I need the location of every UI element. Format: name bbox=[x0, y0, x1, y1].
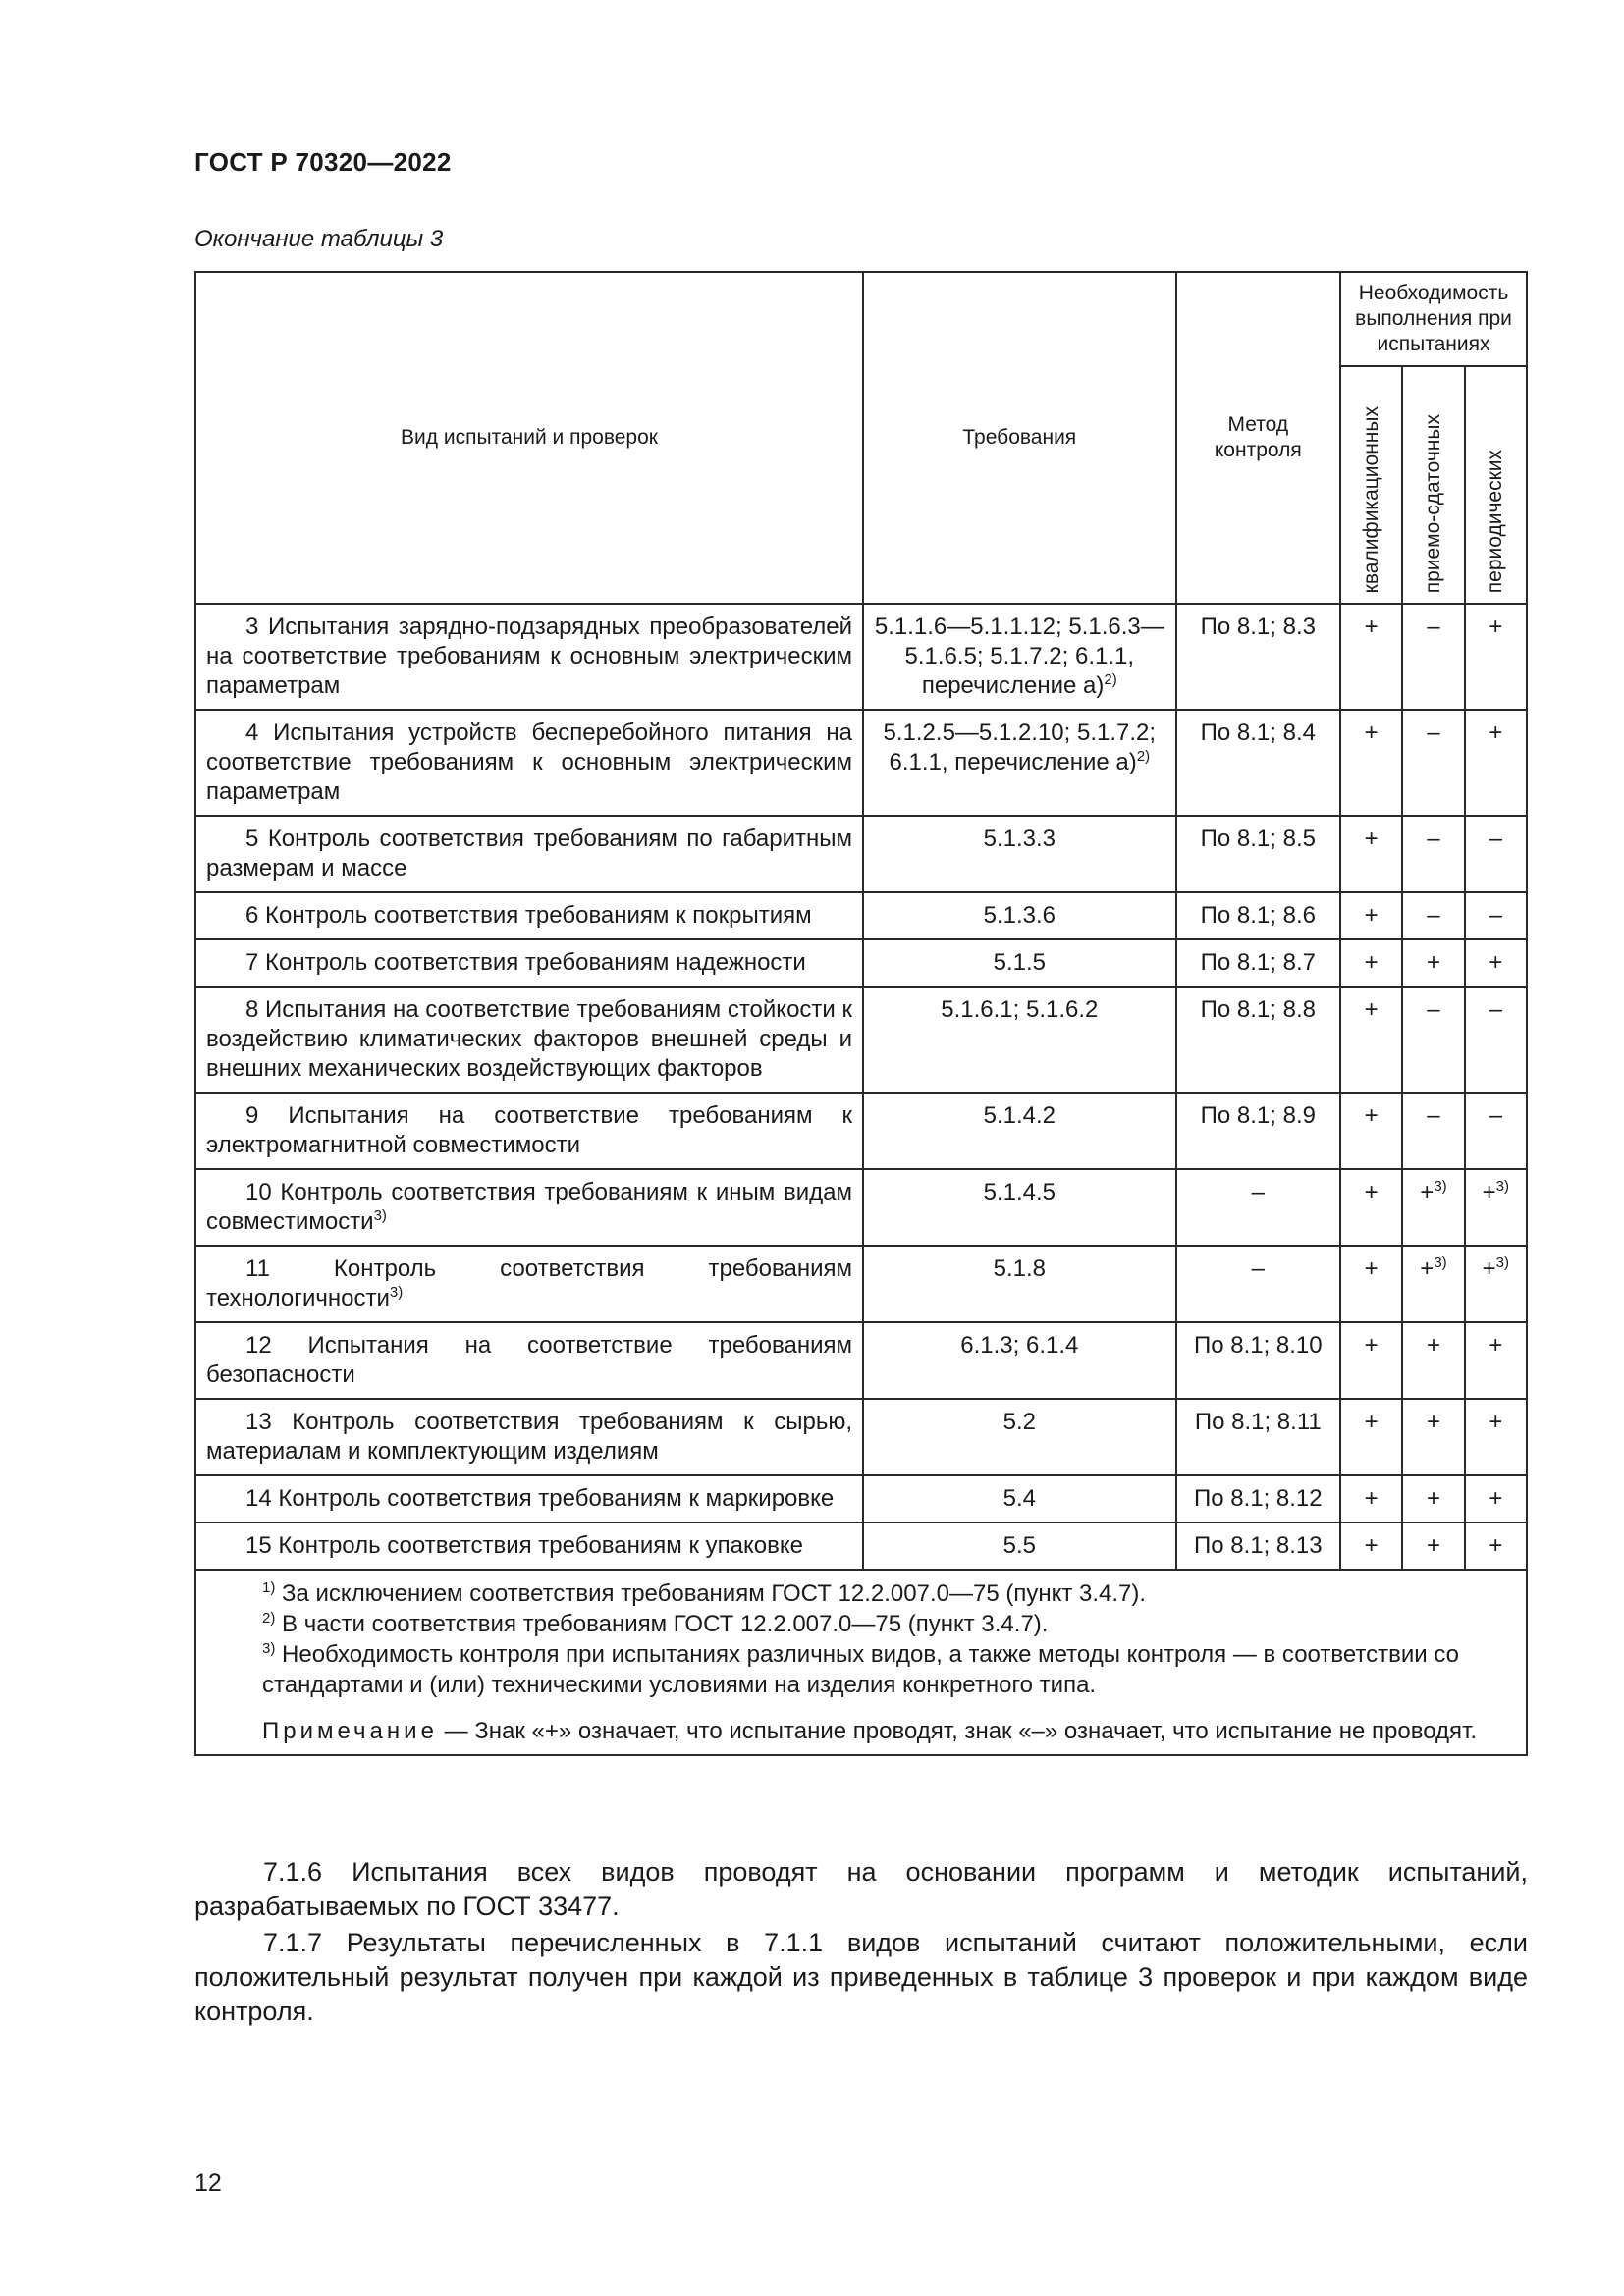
row-acceptance-mark bbox=[1402, 1475, 1464, 1522]
row-acceptance-mark bbox=[1402, 1169, 1464, 1246]
row-method bbox=[1176, 710, 1340, 816]
cell-text: 4 Испытания устройств бесперебойного питания на соответствие требованиям к основным электрическим параметрам bbox=[206, 720, 853, 805]
cell-text: По 8.1; 8.11 bbox=[1194, 1409, 1322, 1435]
table-body bbox=[195, 604, 1527, 1570]
row-method bbox=[1176, 604, 1340, 710]
row-requirements bbox=[863, 710, 1176, 816]
cell-text: + bbox=[1364, 949, 1379, 976]
row-qualification-mark bbox=[1340, 1093, 1402, 1169]
table-row bbox=[195, 604, 1527, 710]
row-test-name bbox=[195, 939, 863, 987]
row-test-name bbox=[195, 1093, 863, 1169]
cell-text: + bbox=[1489, 949, 1503, 976]
row-periodic-mark bbox=[1465, 939, 1527, 987]
footnote-ref: 3) bbox=[1434, 1178, 1447, 1195]
cell-text: По 8.1; 8.6 bbox=[1200, 902, 1316, 929]
row-method bbox=[1176, 1169, 1340, 1246]
row-qualification-mark bbox=[1340, 1246, 1402, 1322]
row-method bbox=[1176, 939, 1340, 987]
cell-text: 6.1.3; 6.1.4 bbox=[960, 1332, 1079, 1359]
note-text: — Знак «+» означает, что испытание проводят, знак «–» означает, что испытание не проводят. bbox=[444, 1718, 1478, 1744]
cell-text: 3 Испытания зарядно-подзарядных преобразователей на соответствие требованиям к основным электрическим параметрам bbox=[206, 614, 853, 699]
header-test-type: Вид испытаний и проверок bbox=[195, 272, 863, 604]
cell-text: + bbox=[1489, 1532, 1503, 1559]
cell-text: – bbox=[1489, 902, 1502, 929]
row-acceptance-mark bbox=[1402, 1522, 1464, 1570]
row-qualification-mark bbox=[1340, 939, 1402, 987]
table-row bbox=[195, 1169, 1527, 1246]
test-requirements-table bbox=[194, 271, 1528, 1756]
cell-text: – bbox=[1427, 1102, 1440, 1129]
footnote bbox=[262, 1639, 1516, 1700]
cell-text: По 8.1; 8.9 bbox=[1200, 1102, 1316, 1129]
cell-text: 14 Контроль соответствия требованиям к маркировке bbox=[245, 1485, 835, 1512]
cell-text: 5.5 bbox=[1002, 1532, 1036, 1559]
cell-text: По 8.1; 8.3 bbox=[1200, 614, 1316, 640]
footnote-text: За исключением соответствия требованиям ГОСТ 12.2.007.0—75 (пункт 3.4.7). bbox=[275, 1580, 1147, 1607]
table-row bbox=[195, 1246, 1527, 1322]
row-periodic-mark bbox=[1465, 1475, 1527, 1522]
cell-text: – bbox=[1251, 1255, 1265, 1282]
header-qualification: квалификационных bbox=[1359, 405, 1382, 593]
row-test-name bbox=[195, 892, 863, 939]
paragraph-7-1-6: 7.1.6 Испытания всех видов проводят на основании программ и методик испытаний, разрабатываемых по ГОСТ 33477. bbox=[194, 1857, 1528, 1921]
cell-text: + bbox=[1482, 1179, 1496, 1205]
row-periodic-mark bbox=[1465, 816, 1527, 892]
cell-text: + bbox=[1364, 996, 1379, 1023]
row-periodic-mark bbox=[1465, 1399, 1527, 1475]
cell-text: + bbox=[1489, 614, 1503, 640]
cell-text: 5.1.6.1; 5.1.6.2 bbox=[941, 996, 1099, 1023]
row-test-name bbox=[195, 1475, 863, 1522]
row-test-name bbox=[195, 1322, 863, 1399]
row-test-name bbox=[195, 816, 863, 892]
row-qualification-mark bbox=[1340, 604, 1402, 710]
row-method bbox=[1176, 987, 1340, 1093]
footnote-ref: 3) bbox=[1495, 1255, 1509, 1271]
row-test-name bbox=[195, 710, 863, 816]
header-qualification-cell bbox=[1340, 366, 1402, 604]
header-requirements: Требования bbox=[863, 272, 1176, 604]
cell-text: 7 Контроль соответствия требованиям надежности bbox=[245, 949, 806, 976]
row-acceptance-mark bbox=[1402, 1246, 1464, 1322]
header-method: Метод контроля bbox=[1176, 272, 1340, 604]
footnote-mark: 1) bbox=[262, 1579, 276, 1596]
cell-text: – bbox=[1427, 996, 1440, 1023]
row-acceptance-mark bbox=[1402, 892, 1464, 939]
cell-text: + bbox=[1364, 1532, 1379, 1559]
table-row bbox=[195, 1475, 1527, 1522]
row-method bbox=[1176, 816, 1340, 892]
row-test-name bbox=[195, 1246, 863, 1322]
cell-text: + bbox=[1364, 1179, 1379, 1205]
footnote-mark: 3) bbox=[262, 1640, 276, 1657]
row-requirements bbox=[863, 892, 1176, 939]
cell-text: – bbox=[1251, 1179, 1265, 1205]
row-method bbox=[1176, 1522, 1340, 1570]
cell-text: + bbox=[1426, 1485, 1440, 1512]
cell-text: По 8.1; 8.5 bbox=[1200, 826, 1316, 852]
header-acceptance: приемо-сдаточных bbox=[1421, 413, 1444, 593]
table-row bbox=[195, 710, 1527, 816]
row-qualification-mark bbox=[1340, 1522, 1402, 1570]
row-periodic-mark bbox=[1465, 987, 1527, 1093]
footnote-ref: 2) bbox=[1136, 748, 1151, 765]
row-qualification-mark bbox=[1340, 710, 1402, 816]
cell-text: 5.4 bbox=[1002, 1485, 1036, 1512]
cell-text: По 8.1; 8.8 bbox=[1200, 996, 1316, 1023]
cell-text: + bbox=[1489, 1485, 1503, 1512]
footnote-text: В части соответствия требованиям ГОСТ 12.2.007.0—75 (пункт 3.4.7). bbox=[275, 1611, 1049, 1637]
cell-text: – bbox=[1489, 826, 1502, 852]
row-periodic-mark bbox=[1465, 1246, 1527, 1322]
cell-text: 13 Контроль соответствия требованиям к сырью, материалам и комплектующим изделиям bbox=[206, 1409, 853, 1465]
cell-text: 5.1.2.5—5.1.2.10; 5.1.7.2; 6.1.1, перечисление а) bbox=[883, 720, 1157, 775]
footnotes bbox=[206, 1578, 1516, 1700]
row-acceptance-mark bbox=[1402, 987, 1464, 1093]
row-test-name bbox=[195, 1399, 863, 1475]
header-periodic-cell bbox=[1465, 366, 1527, 604]
row-requirements bbox=[863, 1246, 1176, 1322]
row-requirements bbox=[863, 1169, 1176, 1246]
row-periodic-mark bbox=[1465, 710, 1527, 816]
cell-text: 6 Контроль соответствия требованиям к покрытиям bbox=[245, 902, 812, 929]
table-note bbox=[206, 1716, 1516, 1746]
cell-text: + bbox=[1364, 902, 1379, 929]
cell-text: По 8.1; 8.10 bbox=[1193, 1332, 1323, 1359]
cell-text: – bbox=[1427, 902, 1440, 929]
table-row bbox=[195, 892, 1527, 939]
row-requirements bbox=[863, 1093, 1176, 1169]
row-acceptance-mark bbox=[1402, 710, 1464, 816]
row-test-name bbox=[195, 1169, 863, 1246]
row-requirements bbox=[863, 1475, 1176, 1522]
row-requirements bbox=[863, 1322, 1176, 1399]
cell-text: + bbox=[1420, 1179, 1435, 1205]
footnote bbox=[262, 1578, 1516, 1609]
table-notes bbox=[195, 1570, 1527, 1755]
cell-text: – bbox=[1427, 720, 1440, 746]
table-row bbox=[195, 939, 1527, 987]
row-acceptance-mark bbox=[1402, 939, 1464, 987]
footnote-ref: 3) bbox=[389, 1284, 404, 1301]
cell-text: 5.1.1.6—5.1.1.12; 5.1.6.3—5.1.6.5; 5.1.7.2; 6.1.1, перечисление а) bbox=[874, 614, 1164, 699]
row-method bbox=[1176, 1246, 1340, 1322]
paragraph-7-1-7: 7.1.7 Результаты перечисленных в 7.1.1 видов испытаний считают положительными, если положительный результат получен при каждой из приведенных в таблице 3 проверок и при каждом виде контроля. bbox=[194, 1928, 1528, 2026]
cell-text: + bbox=[1426, 949, 1440, 976]
cell-text: + bbox=[1420, 1255, 1435, 1282]
row-periodic-mark bbox=[1465, 1169, 1527, 1246]
footnote-ref: 3) bbox=[1495, 1178, 1509, 1195]
cell-text: 5 Контроль соответствия требованиям по габаритным размерам и массе bbox=[206, 826, 853, 881]
cell-text: + bbox=[1364, 1485, 1379, 1512]
row-acceptance-mark bbox=[1402, 604, 1464, 710]
cell-text: 5.1.5 bbox=[993, 949, 1046, 976]
cell-text: 12 Испытания на соответствие требованиям безопасности bbox=[206, 1332, 853, 1388]
table-row bbox=[195, 987, 1527, 1093]
row-requirements bbox=[863, 1399, 1176, 1475]
cell-text: 5.1.8 bbox=[993, 1255, 1046, 1282]
cell-text: 9 Испытания на соответствие требованиям к электромагнитной совместимости bbox=[206, 1102, 853, 1158]
page-number: 12 bbox=[194, 2169, 222, 2197]
row-qualification-mark bbox=[1340, 1475, 1402, 1522]
cell-text: + bbox=[1426, 1409, 1440, 1435]
cell-text: + bbox=[1426, 1332, 1440, 1359]
header-necessity: Необходимость выполнения при испытаниях bbox=[1340, 272, 1527, 366]
row-method bbox=[1176, 1399, 1340, 1475]
footnote-ref: 2) bbox=[1104, 671, 1117, 688]
cell-text: – bbox=[1427, 826, 1440, 852]
table-row bbox=[195, 1522, 1527, 1570]
row-periodic-mark bbox=[1465, 604, 1527, 710]
cell-text: 15 Контроль соответствия требованиям к упаковке bbox=[245, 1532, 803, 1559]
footnote-ref: 3) bbox=[1434, 1255, 1447, 1271]
cell-text: + bbox=[1364, 826, 1379, 852]
row-test-name bbox=[195, 987, 863, 1093]
cell-text: – bbox=[1489, 996, 1502, 1023]
row-acceptance-mark bbox=[1402, 1093, 1464, 1169]
row-method bbox=[1176, 892, 1340, 939]
cell-text: 5.1.3.3 bbox=[983, 826, 1056, 852]
row-test-name bbox=[195, 1522, 863, 1570]
row-qualification-mark bbox=[1340, 1322, 1402, 1399]
cell-text: + bbox=[1364, 1255, 1379, 1282]
row-requirements bbox=[863, 939, 1176, 987]
row-acceptance-mark bbox=[1402, 816, 1464, 892]
cell-text: + bbox=[1426, 1532, 1440, 1559]
cell-text: + bbox=[1489, 1409, 1503, 1435]
cell-text: 5.1.4.2 bbox=[983, 1102, 1056, 1129]
cell-text: 11 Контроль соответствия требованиям технологичности bbox=[206, 1255, 853, 1311]
cell-text: + bbox=[1364, 614, 1379, 640]
footnote-ref: 3) bbox=[373, 1207, 387, 1224]
row-acceptance-mark bbox=[1402, 1399, 1464, 1475]
cell-text: По 8.1; 8.4 bbox=[1200, 720, 1316, 746]
cell-text: По 8.1; 8.7 bbox=[1200, 949, 1316, 976]
row-periodic-mark bbox=[1465, 1322, 1527, 1399]
cell-text: + bbox=[1364, 720, 1379, 746]
cell-text: + bbox=[1489, 720, 1503, 746]
cell-text: 5.2 bbox=[1002, 1409, 1036, 1435]
cell-text: + bbox=[1364, 1102, 1379, 1129]
footnote-mark: 2) bbox=[262, 1610, 276, 1627]
table-caption: Окончание таблицы 3 bbox=[194, 226, 444, 252]
row-requirements bbox=[863, 987, 1176, 1093]
row-periodic-mark bbox=[1465, 1522, 1527, 1570]
row-qualification-mark bbox=[1340, 816, 1402, 892]
row-periodic-mark bbox=[1465, 1093, 1527, 1169]
row-method bbox=[1176, 1093, 1340, 1169]
header-acceptance-cell bbox=[1402, 366, 1464, 604]
cell-text: 8 Испытания на соответствие требованиям стойкости к воздействию климатических факторов внешней среды и внешних механических воздействующих факторов bbox=[206, 996, 853, 1082]
cell-text: + bbox=[1364, 1332, 1379, 1359]
table-row bbox=[195, 1322, 1527, 1399]
row-requirements bbox=[863, 816, 1176, 892]
row-requirements bbox=[863, 1522, 1176, 1570]
row-qualification-mark bbox=[1340, 892, 1402, 939]
row-qualification-mark bbox=[1340, 1169, 1402, 1246]
cell-text: По 8.1; 8.12 bbox=[1193, 1485, 1323, 1512]
cell-text: По 8.1; 8.13 bbox=[1193, 1532, 1323, 1559]
row-test-name bbox=[195, 604, 863, 710]
table-row bbox=[195, 816, 1527, 892]
row-qualification-mark bbox=[1340, 1399, 1402, 1475]
row-acceptance-mark bbox=[1402, 1322, 1464, 1399]
cell-text: 5.1.4.5 bbox=[983, 1179, 1056, 1205]
row-periodic-mark bbox=[1465, 892, 1527, 939]
header-periodic: периодических bbox=[1484, 449, 1507, 593]
cell-text: – bbox=[1489, 1102, 1502, 1129]
document-header: ГОСТ Р 70320—2022 bbox=[194, 147, 452, 177]
cell-text: 10 Контроль соответствия требованиям к иным видам совместимости bbox=[206, 1179, 853, 1235]
note-label: Примечание bbox=[262, 1718, 438, 1744]
cell-text: – bbox=[1427, 614, 1440, 640]
cell-text: 5.1.3.6 bbox=[983, 902, 1056, 929]
row-method bbox=[1176, 1322, 1340, 1399]
table-row bbox=[195, 1093, 1527, 1169]
row-method bbox=[1176, 1475, 1340, 1522]
cell-text: + bbox=[1489, 1332, 1503, 1359]
footnote bbox=[262, 1609, 1516, 1639]
row-requirements bbox=[863, 604, 1176, 710]
table-row bbox=[195, 1399, 1527, 1475]
row-qualification-mark bbox=[1340, 987, 1402, 1093]
cell-text: + bbox=[1482, 1255, 1496, 1282]
cell-text: + bbox=[1364, 1409, 1379, 1435]
footnote-text: Необходимость контроля при испытаниях различных видов, а также методы контроля — в соответствии со стандартами и (или) техническими условиями на изделия конкретного типа. bbox=[262, 1641, 1459, 1698]
